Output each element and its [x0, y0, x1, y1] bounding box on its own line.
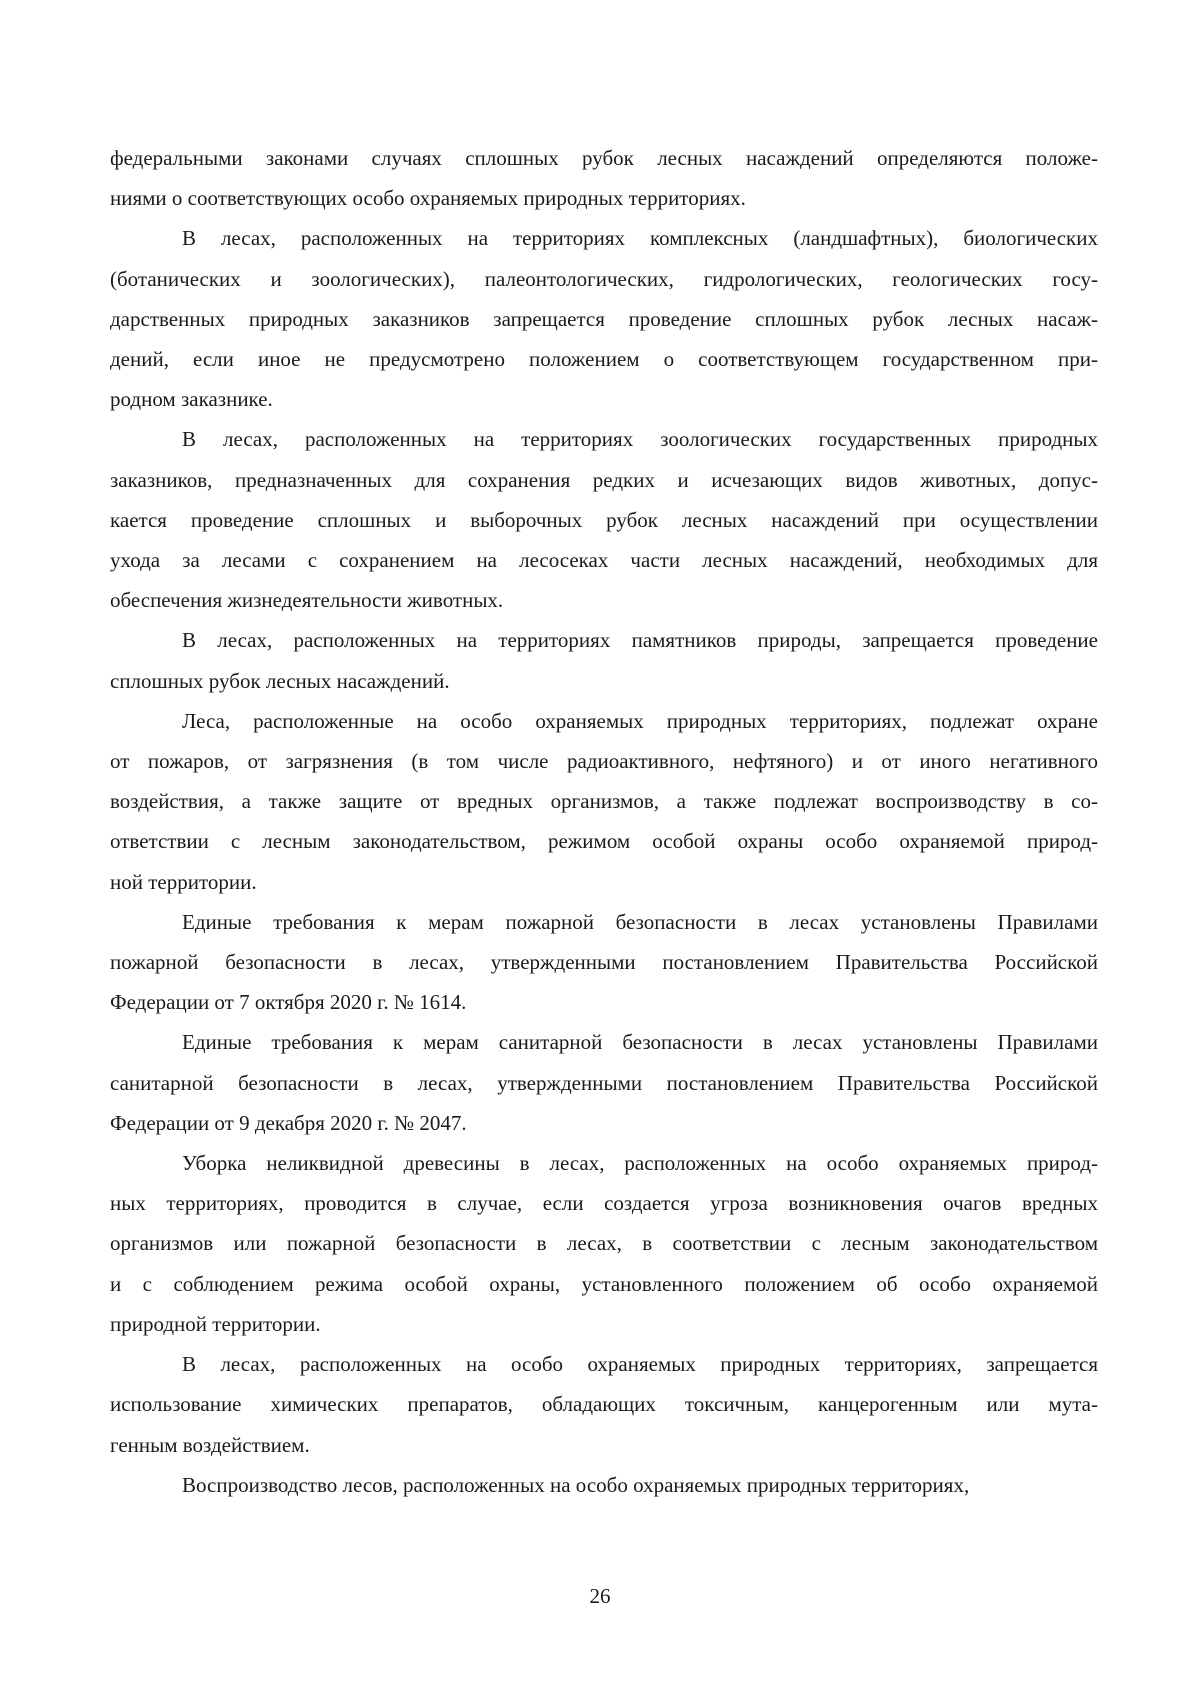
- text-line: Единые требования к мерам санитарной безопасности в лесах установлены Правилами: [182, 1030, 1098, 1055]
- paragraph: [110, 218, 1098, 419]
- text-line: ухода за лесами с сохранением на лесосеках части лесных насаждений, необходимых для: [110, 548, 1098, 573]
- text-line: пожарной безопасности в лесах, утвержденными постановлением Правительства Российской: [110, 950, 1098, 975]
- text-line: (ботанических и зоологических), палеонтологических, гидрологических, геологических госу-: [110, 266, 1098, 291]
- text-line: санитарной безопасности в лесах, утвержденными постановлением Правительства Российской: [110, 1070, 1098, 1095]
- text-line: и с соблюдением режима особой охраны, установленного положением об особо охраняемой: [110, 1271, 1098, 1296]
- text-line: воздействия, а также защите от вредных организмов, а также подлежат воспроизводству в со-: [110, 789, 1098, 814]
- text-line: ных территориях, проводится в случае, если создается угроза возникновения очагов вредных: [110, 1191, 1098, 1216]
- text-line: обеспечения жизнедеятельности животных.: [110, 588, 504, 613]
- text-line: дарственных природных заказников запрещается проведение сплошных рубок лесных насаж-: [110, 306, 1098, 331]
- paragraph: [110, 138, 1098, 218]
- text-line: Федерации от 9 декабря 2020 г. № 2047.: [110, 1110, 467, 1135]
- text-line: Леса, расположенные на особо охраняемых природных территориях, подлежат охране: [182, 708, 1098, 733]
- paragraph: [110, 1465, 1098, 1505]
- text-line: родном заказнике.: [110, 387, 273, 412]
- text-line: организмов или пожарной безопасности в лесах, в соответствии с лесным законодательством: [110, 1231, 1098, 1256]
- paragraph: [110, 902, 1098, 1023]
- text-line: использование химических препаратов, обладающих токсичным, канцерогенным или мута-: [110, 1392, 1098, 1417]
- body-text: [110, 138, 1098, 1505]
- paragraph: [110, 1143, 1098, 1344]
- text-line: сплошных рубок лесных насаждений.: [110, 668, 450, 693]
- text-line: В лесах, расположенных на особо охраняемых природных территориях, запрещается: [182, 1352, 1098, 1377]
- text-line: заказников, предназначенных для сохранения редких и исчезающих видов животных, допус-: [110, 467, 1098, 492]
- text-line: ной территории.: [110, 869, 257, 894]
- paragraph: [110, 1022, 1098, 1143]
- text-line: федеральными законами случаях сплошных рубок лесных насаждений определяются положе-: [110, 146, 1098, 170]
- text-line: Воспроизводство лесов, расположенных на особо охраняемых природных территориях,: [182, 1472, 970, 1497]
- text-line: Единые требования к мерам пожарной безопасности в лесах установлены Правилами: [182, 909, 1098, 934]
- text-line: ниями о соответствующих особо охраняемых природных территориях.: [110, 186, 746, 211]
- text-line: ответствии с лесным законодательством, режимом особой охраны особо охраняемой природ-: [110, 829, 1098, 854]
- text-line: Федерации от 7 октября 2020 г. № 1614.: [110, 990, 467, 1015]
- text-line: дений, если иное не предусмотрено положением о соответствующем государственном при-: [110, 347, 1098, 372]
- text-line: природной территории.: [110, 1311, 321, 1336]
- paragraph: [110, 620, 1098, 700]
- paragraph: [110, 1344, 1098, 1465]
- paragraph: [110, 701, 1098, 902]
- paragraph: [110, 419, 1098, 620]
- text-line: В лесах, расположенных на территориях комплексных (ландшафтных), биологических: [182, 226, 1098, 251]
- text-line: В лесах, расположенных на территориях зоологических государственных природных: [182, 427, 1098, 452]
- text-line: от пожаров, от загрязнения (в том числе радиоактивного, нефтяного) и от иного негативного: [110, 749, 1098, 774]
- page-number: 26: [589, 1584, 611, 1608]
- text-line: В лесах, расположенных на территориях памятников природы, запрещается проведение: [182, 628, 1098, 653]
- text-line: Уборка неликвидной древесины в лесах, расположенных на особо охраняемых природ-: [182, 1151, 1098, 1176]
- text-line: кается проведение сплошных и выборочных рубок лесных насаждений при осуществлении: [110, 507, 1098, 532]
- text-line: генным воздействием.: [110, 1432, 310, 1457]
